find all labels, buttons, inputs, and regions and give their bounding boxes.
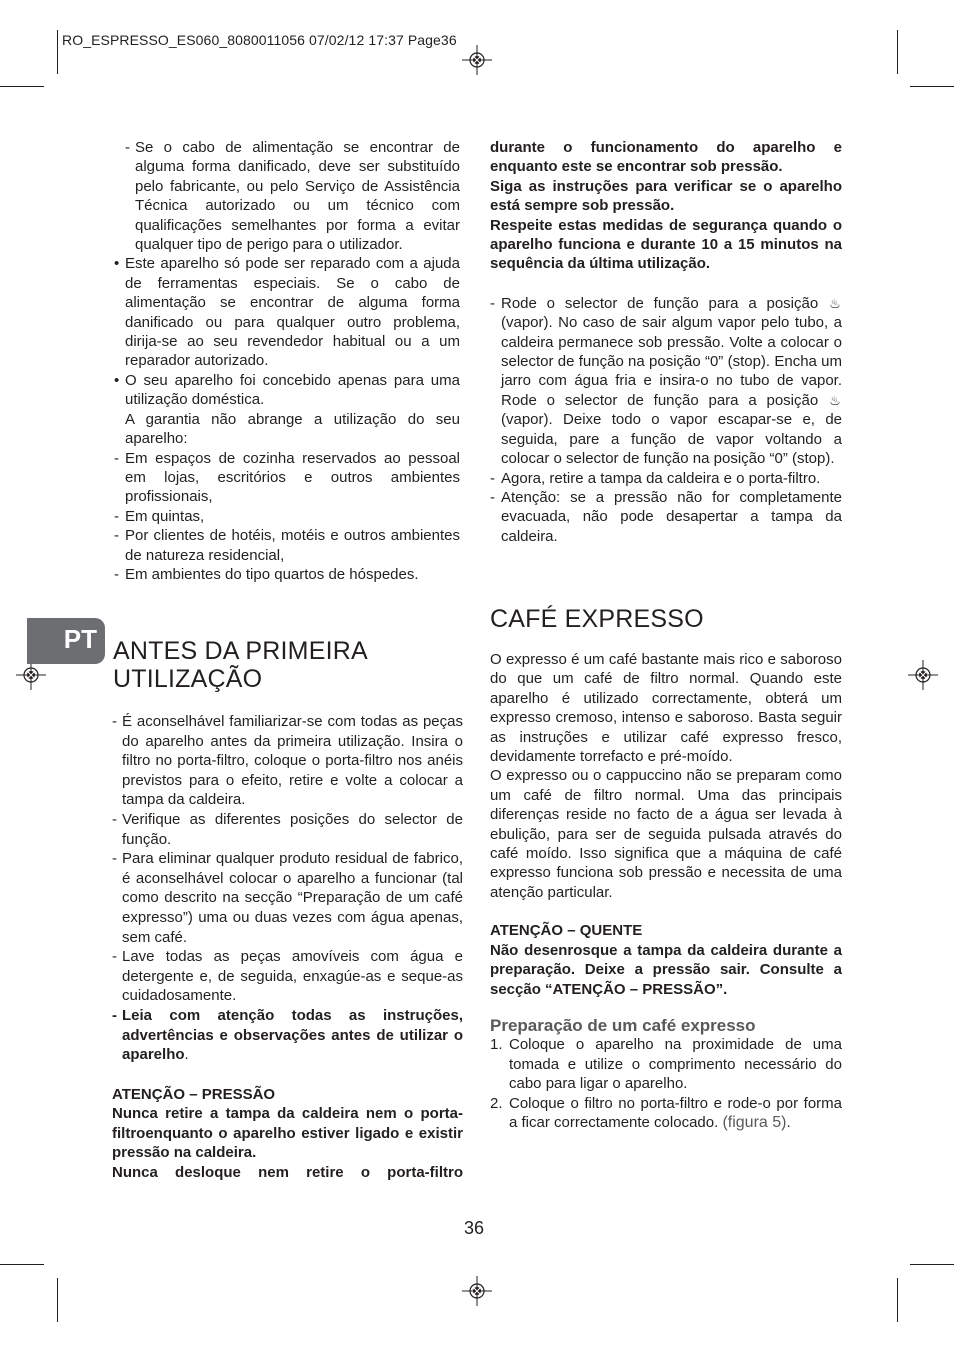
attention-hot-text: Não desenrosque a tampa da caldeira durante a preparação. Deixe a pressão sair. Consulte a secção “ATENÇÃO – PRESSÃO”. (490, 941, 842, 998)
list-item: - É aconselhável familiarizar-se com todas as peças do aparelho antes da primeira utilização. Insira o filtro no porta-filtro, coloque o porta-filtro nos anéis previstos para o efeito, retire e volte a colocar a tampa da caldeira. (112, 713, 463, 809)
crop-mark (0, 86, 44, 87)
list-item: - Lave todas as peças amovíveis com água e detergente e, de seguida, enxagúe-as e seque-as cuidadosamente. (112, 948, 463, 1005)
list-item: - Verifique as diferentes posições do selector de função. (112, 810, 463, 848)
right-column-bottom (490, 650, 842, 1132)
crop-mark (910, 1264, 954, 1265)
crop-mark (0, 1264, 44, 1265)
left-column-bottom (112, 712, 463, 1183)
list-item: - Rode o selector de função para a posição ♨(vapor). No caso de sair algum vapor pelo tubo, a caldeira permanece sob pressão. Volte a colocar o selector de função na posição “0” (stop). Encha um jarro com água fria e insira-o no tubo de vapor. Rode o selector de função para a posição ♨(vapor). Deixe todo o vapor escapar-se e, de seguida, pare a função de vapor voltando a colocar o selector de função na posição “0” (stop). (490, 294, 842, 468)
list-item: - Agora, retire a tampa da caldeira e o porta-filtro. (490, 469, 821, 487)
attention-hot-title: ATENÇÃO – QUENTE (490, 922, 643, 940)
attention-pressure-title: ATENÇÃO – PRESSÃO (112, 1085, 276, 1103)
list-item: - Em ambientes do tipo quartos de hóspedes. (114, 565, 419, 583)
language-tab-label: PT (63, 624, 97, 654)
left-column-top (114, 138, 460, 584)
registration-mark-icon (462, 45, 492, 75)
crop-mark (57, 30, 58, 74)
list-item: - Em espaços de cozinha reservados ao pessoal em lojas, escritórios e outros ambientes profissionais, (114, 449, 460, 506)
subheading-prep: Preparação de um café expresso (490, 1015, 756, 1035)
crop-mark (57, 1278, 58, 1322)
pressure-warning-cont: durante o funcionamento do aparelho e enquanto este se encontrar sob pressão. (490, 139, 842, 176)
list-item: - Se o cabo de alimentação se encontrar de alguma forma danificado, deve ser substituído pelo fabricante, ou pelo Serviço de Assistência Técnica autorizado ou um técnico com qualificações semelhantes por forma a evitar qualquer tipo de perigo para o utilizador. (125, 139, 460, 254)
attention-pressure-text-2: Nunca desloque nem retire o porta-filtro (112, 1164, 463, 1182)
pressure-check-instruction: Siga as instruções para verificar se o aparelho está sempre sob pressão. (490, 177, 842, 215)
espresso-intro: O expresso é um café bastante mais rico e saboroso do que um café de filtro normal. Quando este aparelho é utilizado correctamente, obterá um expresso cremoso, intenso e saboroso. Basta seguir as instruções e utilizar café expresso fresco, devidamente torrefacto e pré-moído. (490, 651, 842, 766)
figure-reference: (figura 5) (722, 1113, 787, 1131)
page-number: 36 (464, 1218, 485, 1238)
list-item: - Por clientes de hotéis, motéis e outros ambientes de natureza residencial, (114, 527, 460, 564)
crop-mark (897, 1278, 898, 1322)
list-item: - Atenção: se a pressão não for completamente evacuada, não pode desapertar a tampa da caldeira. (490, 488, 842, 545)
language-tab (27, 618, 105, 664)
espresso-difference: O expresso ou o cappuccino não se preparam como um café de filtro normal. Uma das principais diferenças reside no facto de a água ser levada à ebulição, para ser de seguida pulsada através do café moído. Isso significa que a máquina de café expresso funciona sob pressão e necessita de uma atenção particular. (490, 767, 842, 901)
registration-mark-icon (908, 660, 938, 690)
registration-mark-icon (16, 660, 46, 690)
print-header: RO_ESPRESSO_ES060_8080011056 07/02/12 17:37 Page36 (62, 32, 457, 48)
section-heading-espresso: CAFÉ EXPRESSO (490, 605, 704, 633)
section-heading-first-use: ANTES DA PRIMEIRA UTILIZAÇÃO (113, 637, 368, 693)
list-item: 2. Coloque o filtro no porta-filtro e rode-o por forma a ficar correctamente colocado. (figura 5). (490, 1094, 842, 1131)
crop-mark (897, 30, 898, 74)
crop-mark (910, 86, 954, 87)
list-item: • Este aparelho só pode ser reparado com a ajuda de ferramentas especiais. Se o cabo de alimentação se encontrar de alguma forma danificado ou para qualquer outro problema, dirija-se ao seu revendedor habitual ou a um reparador autorizado. (114, 255, 460, 370)
list-item: - Em quintas, (114, 507, 205, 525)
list-item: - Leia com atenção todas as instruções, advertências e observações antes de utilizar o aparelho. (112, 1006, 463, 1064)
list-item: - Para eliminar qualquer produto residual de fabrico, é aconselhável colocar o aparelho a funcionar (tal como descrito na secção “Preparação de um café expresso”) uma ou duas vezes com água apenas, sem café. (112, 850, 463, 946)
list-item: 1. Coloque o aparelho na proximidade de uma tomada e utilize o comprimento necessário do cabo para ligar o aparelho. (490, 1036, 842, 1093)
warranty-text: A garantia não abrange a utilização do seu aparelho: (125, 410, 460, 448)
steam-icon: ♨ (829, 295, 841, 311)
safety-measures-text: Respeite estas medidas de segurança quando o aparelho funciona e durante 10 a 15 minutos na sequência da última utilização. (490, 216, 842, 273)
registration-mark-icon (462, 1276, 492, 1306)
right-column (490, 138, 842, 546)
attention-pressure-text: Nunca retire a tampa da caldeira nem o porta-filtroenquanto o aparelho estiver ligado e existir pressão na caldeira. (112, 1105, 463, 1162)
steam-icon: ♨ (829, 392, 841, 408)
list-item: • O seu aparelho foi concebido apenas para uma utilização doméstica. (114, 371, 460, 409)
